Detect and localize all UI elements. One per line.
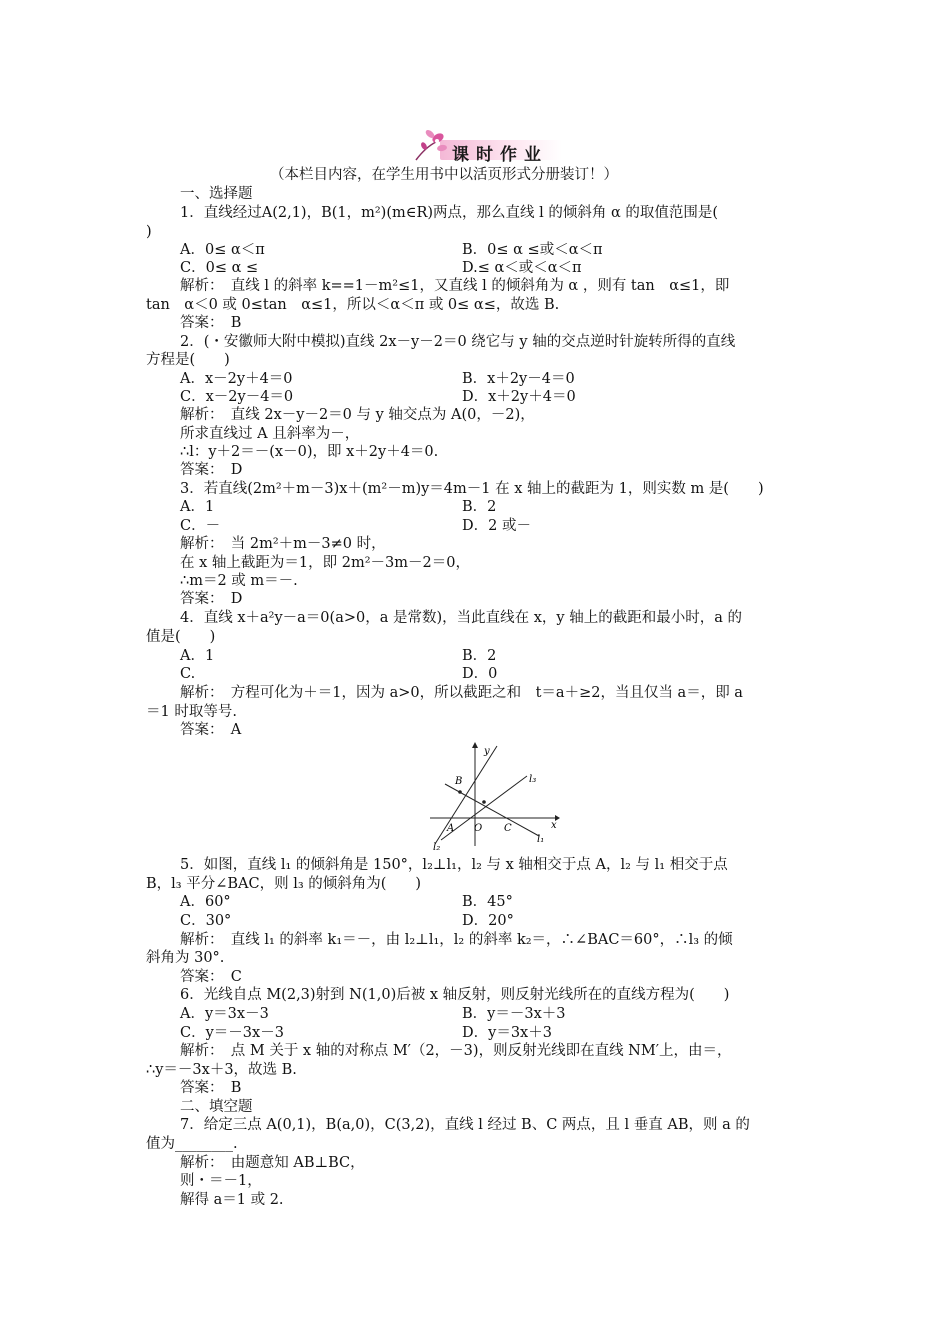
q4-option-a: A．1: [180, 648, 215, 664]
binding-note: （本栏目内容，在学生用书中以活页形式分册装订！）: [270, 167, 618, 183]
q7-solution-1: 解析： 由题意知 AB⊥BC，: [180, 1155, 365, 1171]
q2-answer: 答案： D: [180, 462, 243, 478]
q4-stem-1: 4．直线 x＋a²y－a＝0(a>0，a 是常数)，当此直线在 x，y 轴上的截距和最小时，a 的: [180, 610, 742, 626]
title-banner: [412, 126, 562, 165]
q3-solution-2: 在 x 轴上截距为＝1，即 2m²－3m－2＝0，: [180, 555, 470, 571]
q2-solution-3: ∴l：y＋2＝－(x－0)，即 x＋2y＋4＝0.: [180, 444, 439, 460]
label-l1: l₁: [537, 834, 545, 845]
q1-option-c: C．0≤ α ≤: [180, 260, 259, 276]
q2-stem-1: 2．(・安徽师大附中模拟)直线 2x－y－2＝0 绕它与 y 轴的交点逆时针旋转所得的直线: [180, 334, 736, 350]
q6-option-b: B．y＝－3x＋3: [462, 1006, 566, 1022]
label-l3: l₃: [529, 774, 537, 785]
label-o: O: [474, 823, 483, 834]
q4-stem-2: 值是( ): [146, 629, 216, 645]
q2-option-c: C．x－2y－4＝0: [180, 389, 294, 405]
q2-stem-2: 方程是( ): [146, 352, 230, 368]
q6-answer: 答案： B: [180, 1080, 242, 1096]
q3-stem-1: 3．若直线(2m²＋m－3)x＋(m²－m)y＝4m－1 在 x 轴上的截距为 1，则实数 m 是( ): [180, 481, 764, 497]
q1-stem-2: ): [146, 224, 152, 240]
q1-answer: 答案： B: [180, 315, 242, 331]
label-a: A: [447, 823, 455, 834]
q7-solution-2: 则・＝－1，: [180, 1173, 262, 1189]
q3-solution-3: ∴m＝2 或 m＝－.: [180, 573, 298, 589]
q2-option-a: A．x－2y＋4＝0: [180, 371, 293, 387]
q2-option-d: D．x＋2y＋4＝0: [462, 389, 576, 405]
flower-icon: [412, 126, 452, 162]
section-choice: 一、选择题: [180, 186, 253, 202]
q1-stem-1: 1．直线经过A(2,1)，B(1，m²)(m∈R)两点，那么直线 l 的倾斜角 α 的取值范围是(: [180, 205, 719, 221]
label-c: C: [504, 823, 512, 834]
q7-stem-2: 值为________.: [146, 1136, 238, 1152]
y-axis-arrow: [472, 742, 478, 748]
q3-option-b: B．2: [462, 499, 497, 515]
q6-solution-1: 解析： 点 M 关于 x 轴的对称点 M′（2，－3)，则反射光线即在直线 NM′上，由＝，: [180, 1043, 732, 1059]
section-fill: 二、填空题: [180, 1099, 253, 1115]
q1-option-a: A．0≤ α＜π: [180, 242, 265, 258]
q4-option-d: D．0: [462, 666, 498, 682]
q4-solution-1: 解析： 方程可化为＋＝1，因为 a>0，所以截距之和 t＝a＋≥2，当且仅当 a＝，即 a: [180, 685, 743, 701]
q1-solution-1: 解析： 直线 l 的斜率 k==1－m²≤1，又直线 l 的倾斜角为 α ，则有 tan α≤1，即: [180, 278, 730, 294]
q4-option-c: C.: [180, 666, 196, 682]
q1-solution-2: tan α＜0 或 0≤tan α≤1，所以＜α＜π 或 0≤ α≤，故选 B.: [146, 297, 560, 313]
q5-stem-1: 5．如图，直线 l₁ 的倾斜角是 150°，l₂⊥l₁，l₂ 与 x 轴相交于点 A，l₂ 与 l₁ 相交于点: [180, 857, 728, 873]
q6-solution-2: ∴y＝－3x＋3，故选 B.: [146, 1062, 297, 1078]
label-b: B: [455, 776, 463, 787]
point-b: [458, 790, 462, 794]
q4-solution-2: ＝1 时取等号.: [146, 704, 237, 720]
q5-solution-2: 斜角为 30°.: [146, 950, 225, 966]
q6-option-a: A．y＝3x－3: [180, 1006, 269, 1022]
q6-option-d: D．y＝3x＋3: [462, 1025, 552, 1041]
line-l2: [435, 746, 497, 844]
geometry-figure: [425, 740, 560, 850]
q3-option-d: D．2 或－: [462, 518, 531, 534]
q7-solution-3: 解得 a＝1 或 2.: [180, 1192, 284, 1208]
q3-option-c: C．－: [180, 518, 221, 534]
q2-solution-2: 所求直线过 A 且斜率为－，: [180, 426, 360, 442]
q7-stem-1: 7．给定三点 A(0,1)，B(a,0)，C(3,2)，直线 l 经过 B、C 两点，且 l 垂直 AB，则 a 的: [180, 1117, 750, 1133]
q2-option-b: B．x＋2y－4＝0: [462, 371, 575, 387]
q3-answer: 答案： D: [180, 591, 243, 607]
q6-stem-1: 6．光线自点 M(2,3)射到 N(1,0)后被 x 轴反射，则反射光线所在的直线方程为( ): [180, 987, 730, 1003]
point-intersection: [482, 800, 486, 804]
q2-solution-1: 解析： 直线 2x－y－2＝0 与 y 轴交点为 A(0，－2)，: [180, 407, 535, 423]
q3-solution-1: 解析： 当 2m²＋m－3≠0 时，: [180, 536, 386, 552]
q6-option-c: C．y＝－3x－3: [180, 1025, 284, 1041]
label-y: y: [484, 746, 490, 757]
q5-option-d: D．20°: [462, 913, 514, 929]
q5-solution-1: 解析： 直线 l₁ 的斜率 k₁＝－，由 l₂⊥l₁，l₂ 的斜率 k₂＝，∴∠BAC＝60°，∴l₃ 的倾: [180, 932, 733, 948]
q3-option-a: A．1: [180, 499, 215, 515]
q5-stem-2: B，l₃ 平分∠BAC，则 l₃ 的倾斜角为( ): [146, 876, 422, 892]
q5-option-a: A．60°: [180, 894, 231, 910]
q1-option-b: B．0≤ α ≤或＜α＜π: [462, 242, 603, 258]
q5-answer: 答案： C: [180, 969, 242, 985]
page-title: 课时作业: [452, 145, 548, 165]
q4-answer: 答案： A: [180, 722, 242, 738]
q4-option-b: B．2: [462, 648, 497, 664]
q5-option-c: C．30°: [180, 913, 232, 929]
label-l2: l₂: [433, 842, 441, 850]
label-x: x: [551, 820, 557, 831]
q1-option-d: D.≤ α＜或＜α＜π: [462, 260, 582, 276]
q5-option-b: B．45°: [462, 894, 513, 910]
